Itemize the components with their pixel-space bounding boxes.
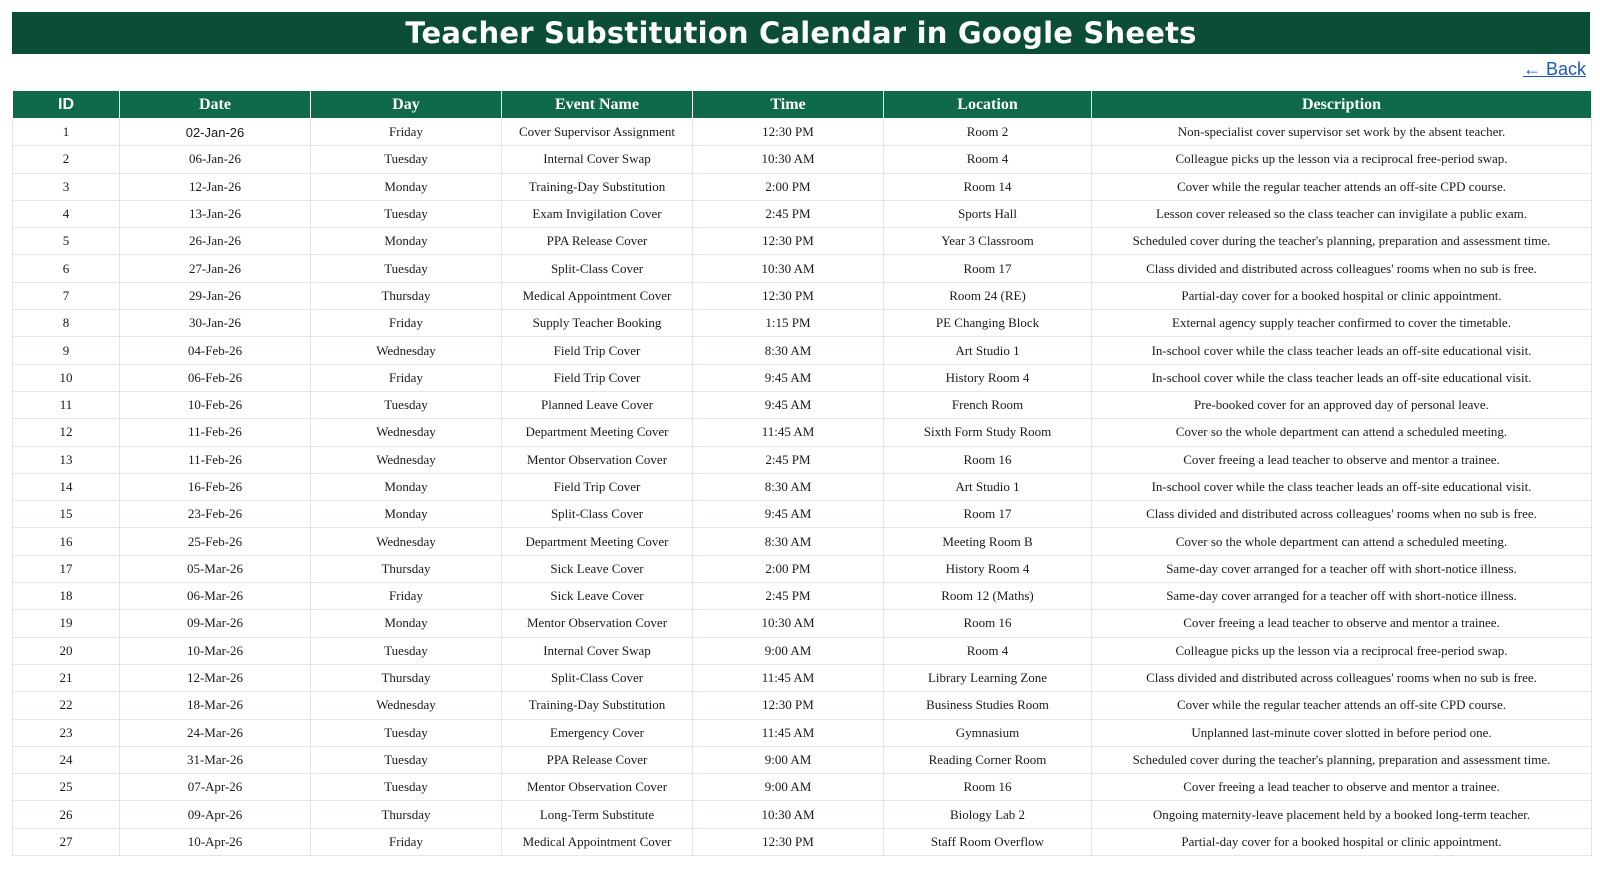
cell-day[interactable]: Friday — [311, 119, 502, 146]
cell-id[interactable]: 13 — [13, 446, 120, 473]
cell-date[interactable]: 30-Jan-26 — [120, 310, 311, 337]
table-row — [13, 119, 1592, 146]
cell-location[interactable]: PE Changing Block — [884, 310, 1092, 337]
cell-event-name[interactable]: Field Trip Cover — [502, 364, 693, 391]
cell-time[interactable]: 9:45 AM — [693, 501, 884, 528]
cell-day[interactable]: Monday — [311, 228, 502, 255]
cell-id[interactable]: 17 — [13, 555, 120, 582]
cell-location[interactable]: Sixth Form Study Room — [884, 419, 1092, 446]
cell-time[interactable]: 2:45 PM — [693, 583, 884, 610]
cell-day[interactable]: Tuesday — [311, 391, 502, 418]
cell-description[interactable]: Same-day cover arranged for a teacher off with short-notice illness. — [1092, 583, 1592, 610]
table-row — [13, 200, 1592, 227]
table-row — [13, 664, 1592, 691]
cell-date[interactable]: 06-Mar-26 — [120, 583, 311, 610]
cell-id[interactable]: 6 — [13, 255, 120, 282]
cell-event-name[interactable]: Emergency Cover — [502, 719, 693, 746]
cell-date[interactable]: 11-Feb-26 — [120, 446, 311, 473]
cell-event-name[interactable]: Split-Class Cover — [502, 501, 693, 528]
cell-id[interactable]: 19 — [13, 610, 120, 637]
cell-date[interactable]: 09-Mar-26 — [120, 610, 311, 637]
cell-description[interactable]: Cover freeing a lead teacher to observe and mentor a trainee. — [1092, 610, 1592, 637]
cell-event-name[interactable]: Planned Leave Cover — [502, 391, 693, 418]
cell-date[interactable]: 05-Mar-26 — [120, 555, 311, 582]
table-row — [13, 255, 1592, 282]
column-header-id[interactable]: ID — [13, 91, 120, 119]
column-header-location[interactable]: Location — [884, 91, 1092, 119]
cell-day[interactable]: Friday — [311, 364, 502, 391]
cell-id[interactable]: 3 — [13, 173, 120, 200]
cell-date[interactable]: 12-Jan-26 — [120, 173, 311, 200]
cell-location[interactable]: History Room 4 — [884, 364, 1092, 391]
cell-event-name[interactable]: Mentor Observation Cover — [502, 774, 693, 801]
cell-date[interactable]: 10-Mar-26 — [120, 637, 311, 664]
cell-time[interactable]: 12:30 PM — [693, 119, 884, 146]
cell-description[interactable]: Non-specialist cover supervisor set work by the absent teacher. — [1092, 119, 1592, 146]
cell-event-name[interactable]: Medical Appointment Cover — [502, 282, 693, 309]
cell-event-name[interactable]: Sick Leave Cover — [502, 583, 693, 610]
cell-time[interactable]: 2:45 PM — [693, 446, 884, 473]
back-link[interactable]: ← Back — [1522, 59, 1586, 79]
cell-event-name[interactable]: Training-Day Substitution — [502, 692, 693, 719]
cell-date[interactable]: 31-Mar-26 — [120, 746, 311, 773]
cell-time[interactable]: 11:45 AM — [693, 419, 884, 446]
table-row — [13, 746, 1592, 773]
table-row — [13, 310, 1592, 337]
cell-description[interactable]: In-school cover while the class teacher leads an off-site educational visit. — [1092, 473, 1592, 500]
cell-id[interactable]: 15 — [13, 501, 120, 528]
cell-location[interactable]: Art Studio 1 — [884, 473, 1092, 500]
cell-event-name[interactable]: Internal Cover Swap — [502, 146, 693, 173]
cell-time[interactable]: 2:45 PM — [693, 200, 884, 227]
cell-day[interactable]: Tuesday — [311, 774, 502, 801]
column-header-date[interactable]: Date — [120, 91, 311, 119]
cell-time[interactable]: 12:30 PM — [693, 692, 884, 719]
cell-id[interactable]: 25 — [13, 774, 120, 801]
cell-day[interactable]: Friday — [311, 828, 502, 855]
table-header-row — [13, 91, 1592, 119]
cell-description[interactable]: Partial-day cover for a booked hospital or clinic appointment. — [1092, 282, 1592, 309]
table-row — [13, 446, 1592, 473]
cell-time[interactable]: 9:00 AM — [693, 746, 884, 773]
cell-id[interactable]: 1 — [13, 119, 120, 146]
cell-time[interactable]: 12:30 PM — [693, 828, 884, 855]
cell-id[interactable]: 9 — [13, 337, 120, 364]
cell-day[interactable]: Wednesday — [311, 446, 502, 473]
table-row — [13, 719, 1592, 746]
cell-date[interactable]: 02-Jan-26 — [120, 119, 311, 146]
cell-description[interactable]: Colleague picks up the lesson via a reciprocal free-period swap. — [1092, 146, 1592, 173]
cell-date[interactable]: 23-Feb-26 — [120, 501, 311, 528]
substitution-table — [12, 90, 1592, 856]
cell-time[interactable]: 9:00 AM — [693, 774, 884, 801]
cell-id[interactable]: 23 — [13, 719, 120, 746]
cell-description[interactable]: In-school cover while the class teacher leads an off-site educational visit. — [1092, 337, 1592, 364]
cell-id[interactable]: 20 — [13, 637, 120, 664]
cell-location[interactable]: Staff Room Overflow — [884, 828, 1092, 855]
cell-id[interactable]: 5 — [13, 228, 120, 255]
cell-day[interactable]: Friday — [311, 310, 502, 337]
cell-day[interactable]: Tuesday — [311, 200, 502, 227]
cell-description[interactable]: Pre-booked cover for an approved day of personal leave. — [1092, 391, 1592, 418]
cell-day[interactable]: Thursday — [311, 664, 502, 691]
table-row — [13, 337, 1592, 364]
cell-location[interactable]: Reading Corner Room — [884, 746, 1092, 773]
cell-id[interactable]: 24 — [13, 746, 120, 773]
page-title: Teacher Substitution Calendar in Google Sheets — [405, 16, 1197, 50]
cell-time[interactable]: 12:30 PM — [693, 282, 884, 309]
cell-description[interactable]: Same-day cover arranged for a teacher off with short-notice illness. — [1092, 555, 1592, 582]
cell-id[interactable]: 22 — [13, 692, 120, 719]
cell-description[interactable]: Scheduled cover during the teacher's planning, preparation and assessment time. — [1092, 746, 1592, 773]
cell-location[interactable]: Gymnasium — [884, 719, 1092, 746]
cell-location[interactable]: Room 12 (Maths) — [884, 583, 1092, 610]
cell-description[interactable]: Partial-day cover for a booked hospital or clinic appointment. — [1092, 828, 1592, 855]
cell-event-name[interactable]: Split-Class Cover — [502, 664, 693, 691]
cell-time[interactable]: 1:15 PM — [693, 310, 884, 337]
cell-day[interactable]: Thursday — [311, 282, 502, 309]
cell-date[interactable]: 26-Jan-26 — [120, 228, 311, 255]
cell-time[interactable]: 2:00 PM — [693, 173, 884, 200]
cell-event-name[interactable]: PPA Release Cover — [502, 228, 693, 255]
cell-time[interactable]: 8:30 AM — [693, 337, 884, 364]
cell-description[interactable]: Class divided and distributed across colleagues' rooms when no sub is free. — [1092, 501, 1592, 528]
cell-location[interactable]: Library Learning Zone — [884, 664, 1092, 691]
cell-description[interactable]: Cover while the regular teacher attends an off-site CPD course. — [1092, 173, 1592, 200]
cell-time[interactable]: 9:00 AM — [693, 637, 884, 664]
cell-time[interactable]: 11:45 AM — [693, 664, 884, 691]
cell-description[interactable]: Cover while the regular teacher attends an off-site CPD course. — [1092, 692, 1592, 719]
cell-id[interactable]: 27 — [13, 828, 120, 855]
cell-time[interactable]: 2:00 PM — [693, 555, 884, 582]
cell-day[interactable]: Wednesday — [311, 337, 502, 364]
cell-event-name[interactable]: Sick Leave Cover — [502, 555, 693, 582]
cell-event-name[interactable]: Mentor Observation Cover — [502, 446, 693, 473]
cell-location[interactable]: Room 17 — [884, 255, 1092, 282]
cell-description[interactable]: Cover so the whole department can attend a scheduled meeting. — [1092, 419, 1592, 446]
cell-description[interactable]: Lesson cover released so the class teacher can invigilate a public exam. — [1092, 200, 1592, 227]
cell-id[interactable]: 14 — [13, 473, 120, 500]
table-row — [13, 555, 1592, 582]
cell-date[interactable]: 07-Apr-26 — [120, 774, 311, 801]
cell-day[interactable]: Tuesday — [311, 637, 502, 664]
cell-event-name[interactable]: Supply Teacher Booking — [502, 310, 693, 337]
cell-time[interactable]: 8:30 AM — [693, 528, 884, 555]
cell-day[interactable]: Wednesday — [311, 692, 502, 719]
cell-time[interactable]: 10:30 AM — [693, 146, 884, 173]
cell-time[interactable]: 9:45 AM — [693, 364, 884, 391]
table-row — [13, 828, 1592, 855]
cell-event-name[interactable]: Internal Cover Swap — [502, 637, 693, 664]
cell-date[interactable]: 29-Jan-26 — [120, 282, 311, 309]
cell-day[interactable]: Thursday — [311, 555, 502, 582]
cell-date[interactable]: 10-Apr-26 — [120, 828, 311, 855]
cell-id[interactable]: 18 — [13, 583, 120, 610]
cell-description[interactable]: Scheduled cover during the teacher's planning, preparation and assessment time. — [1092, 228, 1592, 255]
cell-location[interactable]: Biology Lab 2 — [884, 801, 1092, 828]
table-row — [13, 364, 1592, 391]
table-body — [13, 119, 1592, 856]
cell-date[interactable]: 12-Mar-26 — [120, 664, 311, 691]
cell-date[interactable]: 06-Jan-26 — [120, 146, 311, 173]
cell-event-name[interactable]: Long-Term Substitute — [502, 801, 693, 828]
cell-date[interactable]: 24-Mar-26 — [120, 719, 311, 746]
table-row — [13, 610, 1592, 637]
cell-id[interactable]: 11 — [13, 391, 120, 418]
cell-description[interactable]: Cover freeing a lead teacher to observe and mentor a trainee. — [1092, 446, 1592, 473]
cell-description[interactable]: Cover freeing a lead teacher to observe and mentor a trainee. — [1092, 774, 1592, 801]
cell-date[interactable]: 25-Feb-26 — [120, 528, 311, 555]
cell-location[interactable]: Room 2 — [884, 119, 1092, 146]
table-row — [13, 419, 1592, 446]
cell-time[interactable]: 8:30 AM — [693, 473, 884, 500]
table-row — [13, 637, 1592, 664]
cell-location[interactable]: French Room — [884, 391, 1092, 418]
table-row — [13, 473, 1592, 500]
cell-event-name[interactable]: Exam Invigilation Cover — [502, 200, 693, 227]
cell-id[interactable]: 21 — [13, 664, 120, 691]
cell-time[interactable]: 10:30 AM — [693, 801, 884, 828]
table-row — [13, 801, 1592, 828]
cell-day[interactable]: Monday — [311, 173, 502, 200]
cell-description[interactable]: Cover so the whole department can attend a scheduled meeting. — [1092, 528, 1592, 555]
cell-id[interactable]: 10 — [13, 364, 120, 391]
cell-location[interactable]: Room 16 — [884, 774, 1092, 801]
table-row — [13, 173, 1592, 200]
cell-date[interactable]: 18-Mar-26 — [120, 692, 311, 719]
table-row — [13, 528, 1592, 555]
cell-id[interactable]: 8 — [13, 310, 120, 337]
cell-time[interactable]: 11:45 AM — [693, 719, 884, 746]
cell-location[interactable]: Art Studio 1 — [884, 337, 1092, 364]
table-row — [13, 146, 1592, 173]
cell-id[interactable]: 26 — [13, 801, 120, 828]
cell-location[interactable]: Room 17 — [884, 501, 1092, 528]
cell-day[interactable]: Monday — [311, 501, 502, 528]
cell-day[interactable]: Monday — [311, 473, 502, 500]
cell-event-name[interactable]: Department Meeting Cover — [502, 528, 693, 555]
cell-event-name[interactable]: PPA Release Cover — [502, 746, 693, 773]
cell-location[interactable]: Room 4 — [884, 146, 1092, 173]
cell-date[interactable]: 13-Jan-26 — [120, 200, 311, 227]
cell-description[interactable]: Ongoing maternity-leave placement held by a booked long-term teacher. — [1092, 801, 1592, 828]
cell-event-name[interactable]: Mentor Observation Cover — [502, 610, 693, 637]
cell-event-name[interactable]: Field Trip Cover — [502, 473, 693, 500]
table-row — [13, 774, 1592, 801]
cell-event-name[interactable]: Split-Class Cover — [502, 255, 693, 282]
table-row — [13, 501, 1592, 528]
cell-day[interactable]: Friday — [311, 583, 502, 610]
cell-description[interactable]: Colleague picks up the lesson via a reciprocal free-period swap. — [1092, 637, 1592, 664]
cell-day[interactable]: Wednesday — [311, 528, 502, 555]
cell-day[interactable]: Tuesday — [311, 146, 502, 173]
cell-location[interactable]: Room 24 (RE) — [884, 282, 1092, 309]
cell-date[interactable]: 04-Feb-26 — [120, 337, 311, 364]
cell-event-name[interactable]: Cover Supervisor Assignment — [502, 119, 693, 146]
cell-location[interactable]: History Room 4 — [884, 555, 1092, 582]
cell-date[interactable]: 27-Jan-26 — [120, 255, 311, 282]
cell-id[interactable]: 12 — [13, 419, 120, 446]
cell-location[interactable]: Business Studies Room — [884, 692, 1092, 719]
cell-location[interactable]: Year 3 Classroom — [884, 228, 1092, 255]
table-row — [13, 391, 1592, 418]
column-header-description[interactable]: Description — [1092, 91, 1592, 119]
cell-description[interactable]: In-school cover while the class teacher leads an off-site educational visit. — [1092, 364, 1592, 391]
column-header-event-name[interactable]: Event Name — [502, 91, 693, 119]
cell-time[interactable]: 10:30 AM — [693, 255, 884, 282]
cell-day[interactable]: Tuesday — [311, 746, 502, 773]
cell-day[interactable]: Tuesday — [311, 255, 502, 282]
cell-description[interactable]: Class divided and distributed across colleagues' rooms when no sub is free. — [1092, 664, 1592, 691]
cell-location[interactable]: Room 4 — [884, 637, 1092, 664]
cell-description[interactable]: External agency supply teacher confirmed to cover the timetable. — [1092, 310, 1592, 337]
cell-date[interactable]: 16-Feb-26 — [120, 473, 311, 500]
cell-id[interactable]: 2 — [13, 146, 120, 173]
cell-day[interactable]: Tuesday — [311, 719, 502, 746]
table-row — [13, 282, 1592, 309]
cell-time[interactable]: 12:30 PM — [693, 228, 884, 255]
column-header-time[interactable]: Time — [693, 91, 884, 119]
title-bar — [12, 12, 1590, 54]
cell-day[interactable]: Thursday — [311, 801, 502, 828]
table-row — [13, 228, 1592, 255]
cell-date[interactable]: 11-Feb-26 — [120, 419, 311, 446]
cell-date[interactable]: 10-Feb-26 — [120, 391, 311, 418]
cell-location[interactable]: Room 14 — [884, 173, 1092, 200]
table-row — [13, 692, 1592, 719]
cell-date[interactable]: 09-Apr-26 — [120, 801, 311, 828]
column-header-day[interactable]: Day — [311, 91, 502, 119]
cell-description[interactable]: Class divided and distributed across colleagues' rooms when no sub is free. — [1092, 255, 1592, 282]
table-row — [13, 583, 1592, 610]
cell-date[interactable]: 06-Feb-26 — [120, 364, 311, 391]
cell-event-name[interactable]: Training-Day Substitution — [502, 173, 693, 200]
cell-time[interactable]: 9:45 AM — [693, 391, 884, 418]
cell-day[interactable]: Wednesday — [311, 419, 502, 446]
cell-day[interactable]: Monday — [311, 610, 502, 637]
cell-location[interactable]: Sports Hall — [884, 200, 1092, 227]
cell-location[interactable]: Room 16 — [884, 610, 1092, 637]
cell-event-name[interactable]: Department Meeting Cover — [502, 419, 693, 446]
cell-description[interactable]: Unplanned last-minute cover slotted in before period one. — [1092, 719, 1592, 746]
cell-id[interactable]: 4 — [13, 200, 120, 227]
cell-event-name[interactable]: Medical Appointment Cover — [502, 828, 693, 855]
cell-location[interactable]: Meeting Room B — [884, 528, 1092, 555]
cell-location[interactable]: Room 16 — [884, 446, 1092, 473]
cell-id[interactable]: 16 — [13, 528, 120, 555]
cell-event-name[interactable]: Field Trip Cover — [502, 337, 693, 364]
cell-time[interactable]: 10:30 AM — [693, 610, 884, 637]
cell-id[interactable]: 7 — [13, 282, 120, 309]
